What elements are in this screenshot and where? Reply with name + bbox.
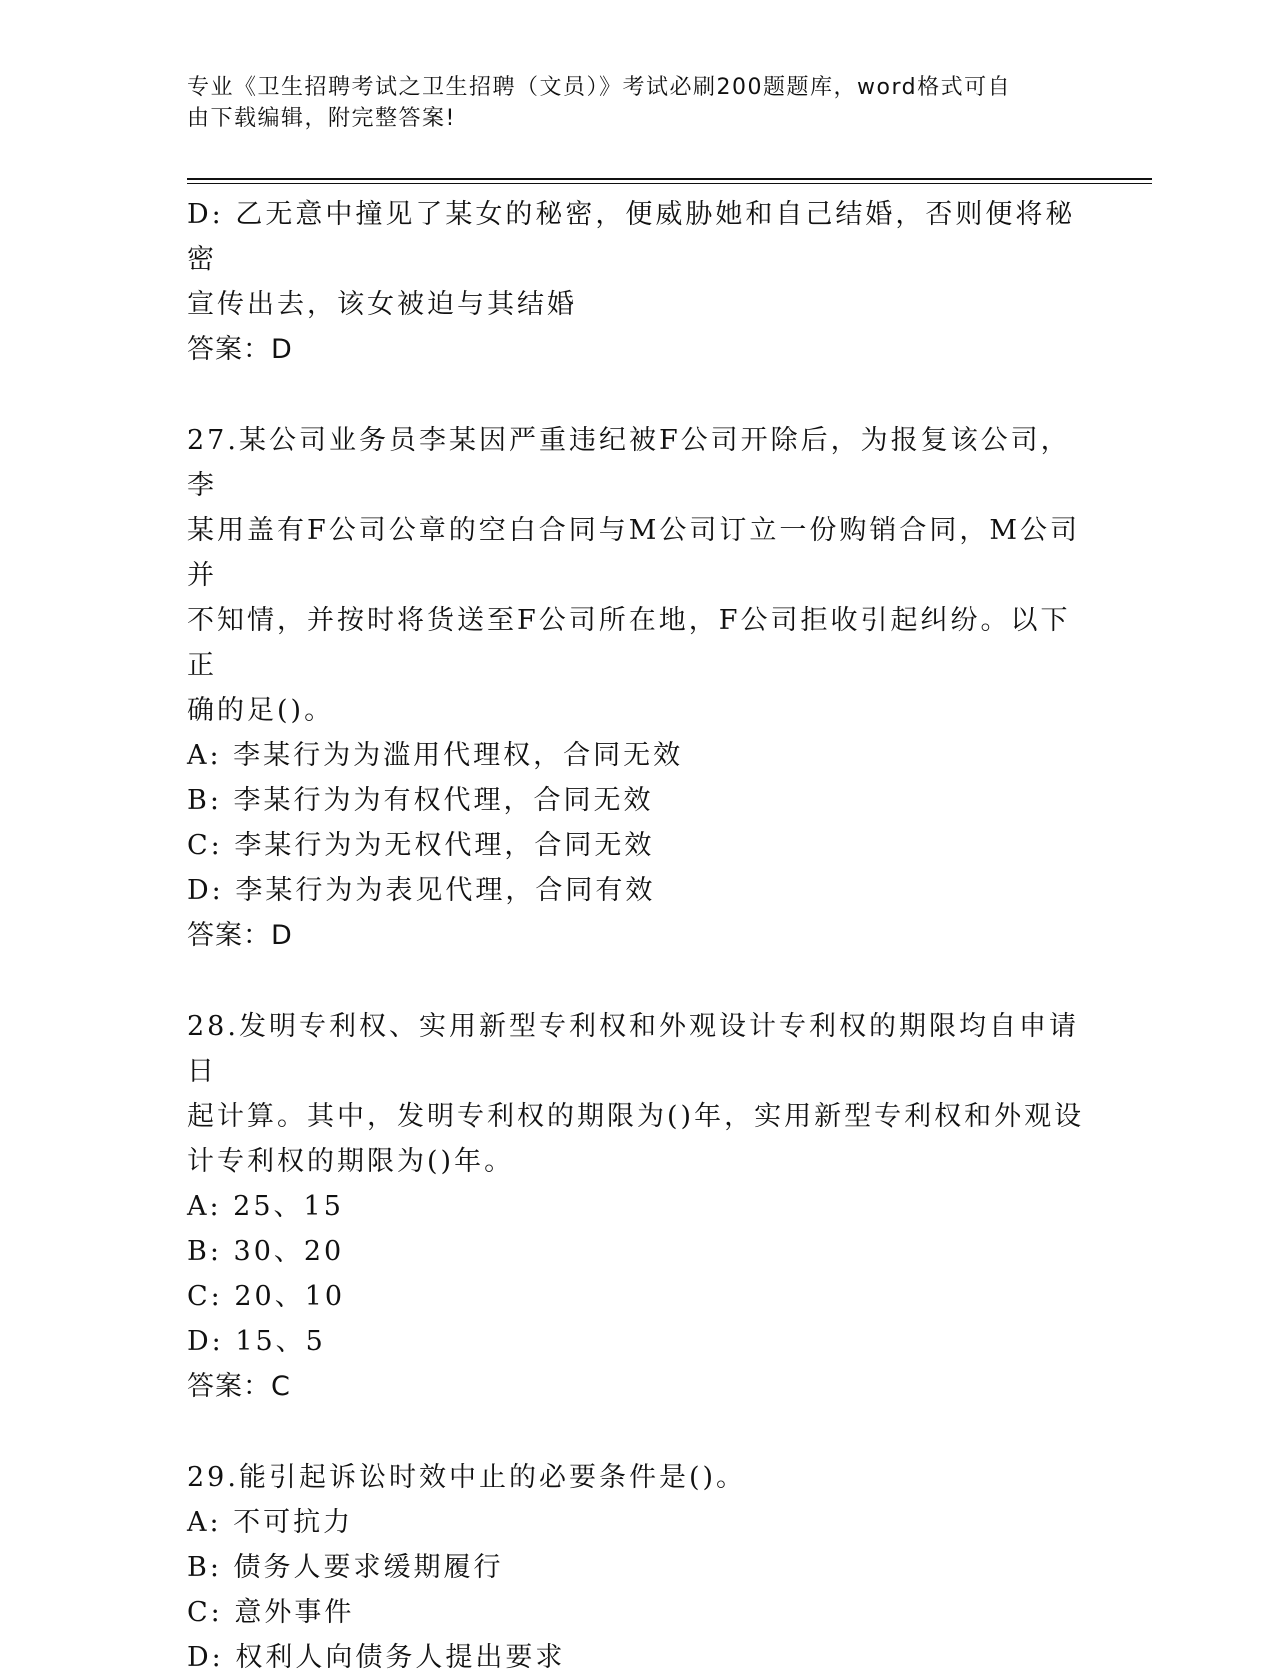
question-26-continuation [187,192,1087,372]
question-stem-line: 29.能引起诉讼时效中止的必要条件是()。 [187,1462,747,1493]
option-d-line-2: 宣传出去，该女被迫与其结婚 [187,289,577,320]
question-stem-line: 不知情，并按时将货送至F公司所在地，F公司拒收引起纠纷。以下正 [187,605,1071,681]
option-d: D: 权利人向债务人提出要求 [187,1642,566,1673]
option-c: C: 李某行为为无权代理，合同无效 [187,830,655,861]
question-stem-line: 起计算。其中，发明专利权的期限为()年，实用新型专利权和外观设 [187,1101,1085,1132]
question-28 [187,1004,1087,1409]
document-header [187,72,1067,134]
question-stem-line: 27.某公司业务员李某因严重违纪被F公司开除后，为报复该公司，李 [187,425,1071,501]
question-stem-line: 28.发明专利权、实用新型专利权和外观设计专利权的期限均自申请日 [187,1011,1079,1087]
question-29 [187,1455,1087,1680]
header-divider-thin [187,183,1152,184]
answer-line: 答案：D [187,920,293,951]
header-line-2: 由下载编辑，附完整答案! [187,106,456,131]
option-c: C: 20、10 [187,1281,346,1312]
option-a: A: 25、15 [187,1191,344,1222]
option-d: D: 15、5 [187,1326,326,1357]
question-stem-line: 确的足()。 [187,695,335,726]
option-d-line-1: D: 乙无意中撞见了某女的秘密，便威胁她和自己结婚，否则便将秘密 [187,199,1076,275]
question-stem-line: 某用盖有F公司公章的空白合同与M公司订立一份购销合同，M公司并 [187,515,1081,591]
answer-line: 答案：C [187,1371,291,1402]
option-a: A: 李某行为为滥用代理权，合同无效 [187,740,684,771]
option-b: B: 李某行为为有权代理，合同无效 [187,785,654,816]
question-27 [187,418,1087,958]
option-b: B: 30、20 [187,1236,345,1267]
question-stem-line: 计专利权的期限为()年。 [187,1146,515,1177]
header-line-1: 专业《卫生招聘考试之卫生招聘（文员）》考试必刷200题题库，word格式可自 [187,75,1012,100]
option-b: B: 债务人要求缓期履行 [187,1552,504,1583]
option-d: D: 李某行为为表见代理，合同有效 [187,875,656,906]
answer-line: 答案：D [187,334,293,365]
option-a: A: 不可抗力 [187,1507,354,1538]
header-divider-thick [187,178,1152,180]
option-c: C: 意外事件 [187,1597,355,1628]
document-body [187,192,1087,1680]
